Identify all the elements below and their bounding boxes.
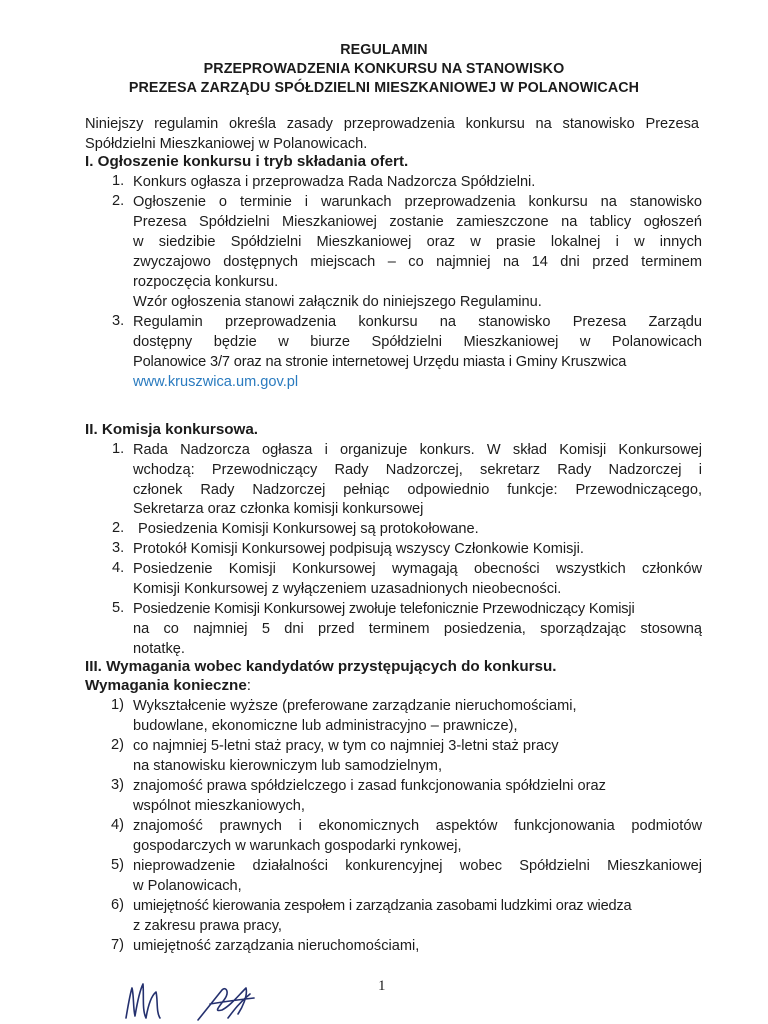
s1-item-3-line-3: Polanowice 3/7 oraz na stronie internetowej Urzędu miasta i Gminy Kruszwica — [133, 354, 627, 370]
section-3-subtitle-text: Wymagania konieczne — [85, 677, 247, 694]
s3-item-5-line-2: w Polanowicach, — [133, 878, 242, 894]
s2-item-5-line-3: notatkę. — [133, 641, 185, 657]
s2-item-4-line-2: Komisji Konkursowej z wyłączeniem uzasadnionych nieobecności. — [133, 581, 562, 597]
s2-item-3-number: 3. — [112, 540, 125, 556]
s3-item-6-line-2: z zakresu prawa pracy, — [133, 918, 282, 934]
s1-item-3-number: 3. — [112, 313, 125, 329]
signature-2 — [198, 988, 254, 1020]
s3-item-4-number: 4) — [111, 817, 124, 833]
s3-item-2-number: 2) — [111, 737, 124, 753]
s1-template-note: Wzór ogłoszenia stanowi załącznik do niniejszego Regulaminu. — [133, 294, 542, 310]
section-3-title: III. Wymagania wobec kandydatów przystępujących do konkursu. — [85, 658, 557, 675]
s2-item-3-line-1: Protokół Komisji Konkursowej podpisują wszyscy Członkowie Komisji. — [133, 541, 584, 557]
handwritten-signatures — [118, 966, 278, 1024]
website-link[interactable]: www.kruszwica.um.gov.pl — [133, 374, 299, 390]
s1-item-1-number: 1. — [112, 173, 125, 189]
s3-item-1-line-2: budowlane, ekonomiczne lub administracyjno – prawnicze), — [133, 718, 518, 734]
doc-subtitle-1: PRZEPROWADZENIA KONKURSU NA STANOWISKO — [203, 61, 565, 77]
s3-item-7-number: 7) — [111, 937, 124, 953]
section-2-title: II. Komisja konkursowa. — [85, 421, 259, 438]
s1-item-3-line-1: Regulamin przeprowadzenia konkursu na stanowisko Prezesa Zarządu — [133, 314, 702, 330]
s2-item-1-line-1: Rada Nadzorcza ogłasza i organizuje konkurs. W skład Komisji Konkursowej — [133, 442, 702, 458]
s2-item-4-line-1: Posiedzenie Komisji Konkursowej wymagają obecności wszystkich członków — [133, 561, 702, 577]
s3-item-3-number: 3) — [111, 777, 124, 793]
s2-item-1-line-2: wchodzą: Przewodniczący Rady Nadzorczej, sekretarz Rady Nadzorczej i — [133, 462, 702, 478]
s3-item-1-number: 1) — [111, 697, 124, 713]
page-number: 1 — [378, 978, 386, 994]
s1-item-1-line-1: Konkurs ogłasza i przeprowadza Rada Nadzorcza Spółdzielni. — [133, 174, 536, 190]
section-1-title: I. Ogłoszenie konkursu i tryb składania ofert. — [85, 153, 409, 170]
s3-item-4-line-1: znajomość prawnych i ekonomicznych aspektów funkcjonowania podmiotów — [133, 818, 702, 834]
s2-item-1-line-3: członek Rady Nadzorczej pełniąc odpowiednio funkcje: Przewodniczącego, — [133, 482, 702, 498]
s2-item-2-number: 2. — [112, 520, 125, 536]
s3-item-6-line-1: umiejętność kierowania zespołem i zarządzania zasobami ludzkimi oraz wiedza — [133, 898, 632, 914]
s2-item-1-number: 1. — [112, 441, 125, 457]
s3-item-2-line-2: na stanowisku kierowniczym lub samodzielnym, — [133, 758, 443, 774]
s1-item-2-line-5: rozpoczęcia konkursu. — [133, 274, 279, 290]
s2-item-2-line-1: Posiedzenia Komisji Konkursowej są protokołowane. — [138, 521, 479, 537]
s2-item-1-line-4: Sekretarza oraz członka komisji konkursowej — [133, 501, 424, 517]
s1-item-2-line-4: zwyczajowo dostępnych miejscach – co najmniej na 14 dni przed terminem — [133, 254, 702, 270]
s2-item-5-number: 5. — [112, 600, 125, 616]
s3-item-2-line-1: co najmniej 5-letni staż pracy, w tym co najmniej 3-letni staż pracy — [133, 738, 559, 754]
s1-item-2-line-3: w siedzibie Spółdzielni Mieszkaniowej oraz w prasie lokalnej i w innych — [133, 234, 702, 250]
s3-item-5-number: 5) — [111, 857, 124, 873]
s3-item-5-line-1: nieprowadzenie działalności konkurencyjnej wobec Spółdzielni Mieszkaniowej — [133, 858, 702, 874]
s1-item-3-line-2: dostępny będzie w biurze Spółdzielni Mieszkaniowej w Polanowicach — [133, 334, 702, 350]
intro-line-2: Spółdzielni Mieszkaniowej w Polanowicach. — [85, 136, 368, 152]
s3-item-6-number: 6) — [111, 897, 124, 913]
section-3-subtitle-colon: : — [246, 677, 252, 694]
s3-item-1-line-1: Wykształcenie wyższe (preferowane zarządzanie nieruchomościami, — [133, 698, 577, 714]
s3-item-7-line-1: umiejętność zarządzania nieruchomościami, — [133, 938, 420, 954]
s1-item-2-line-2: Prezesa Spółdzielni Mieszkaniowej zostanie zamieszczone na tablicy ogłoszeń — [133, 214, 702, 230]
s2-item-4-number: 4. — [112, 560, 125, 576]
s3-item-3-line-2: wspólnot mieszkaniowych, — [133, 798, 305, 814]
doc-title: REGULAMIN — [340, 42, 428, 58]
s3-item-4-line-2: gospodarczych w warunkach gospodarki rynkowej, — [133, 838, 462, 854]
s1-item-2-line-1: Ogłoszenie o terminie i warunkach przeprowadzenia konkursu na stanowisko — [133, 194, 702, 210]
doc-subtitle-2: PREZESA ZARZĄDU SPÓŁDZIELNI MIESZKANIOWEJ W POLANOWICACH — [128, 80, 640, 96]
s3-item-3-line-1: znajomość prawa spółdzielczego i zasad funkcjonowania spółdzielni oraz — [133, 778, 606, 794]
signature-1 — [126, 984, 160, 1018]
s1-item-2-number: 2. — [112, 193, 125, 209]
intro-line-1: Niniejszy regulamin określa zasady przeprowadzenia konkursu na stanowisko Prezesa — [85, 116, 699, 132]
s2-item-5-line-2: na co najmniej 5 dni przed terminem posiedzenia, sporządzając stosowną — [133, 621, 702, 637]
s2-item-5-line-1: Posiedzenie Komisji Konkursowej zwołuje telefonicznie Przewodniczący Komisji — [133, 601, 635, 617]
section-3-subtitle — [85, 677, 251, 694]
